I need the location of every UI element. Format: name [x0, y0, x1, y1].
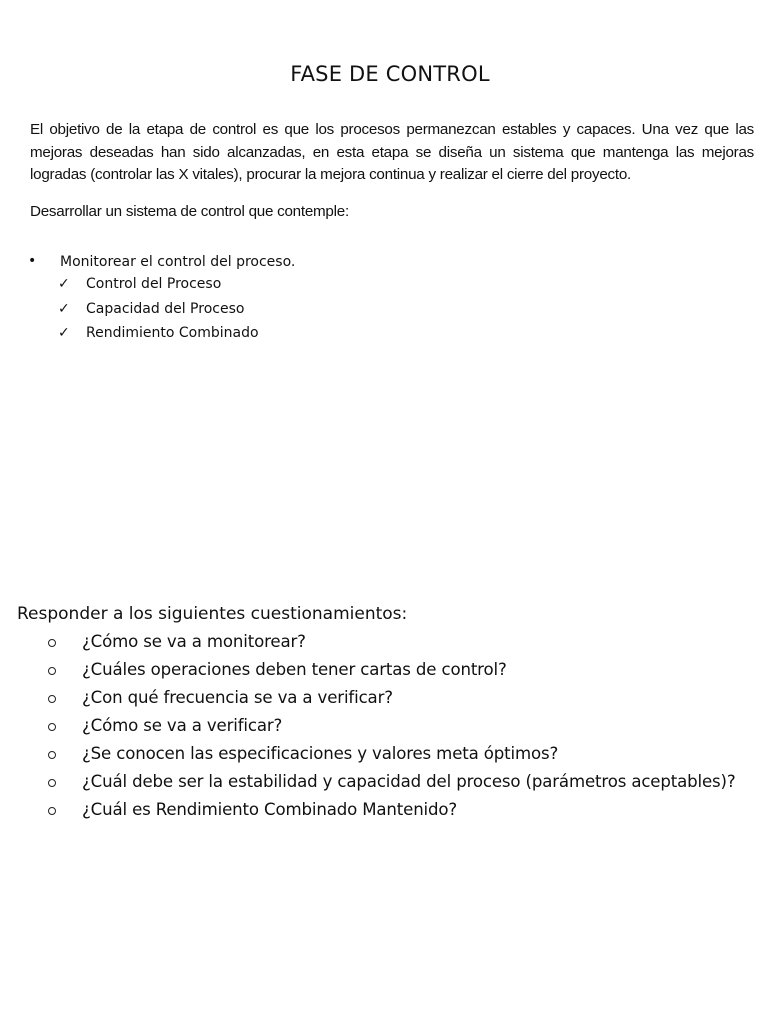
- checkmark-icon: ✓: [58, 325, 70, 341]
- circle-bullet-icon: [48, 779, 56, 787]
- bullet-text: Monitorear el control del proceso.: [60, 254, 296, 270]
- circle-bullet-icon: [48, 639, 56, 647]
- circle-bullet-icon: [48, 807, 56, 815]
- check-item-label: Rendimiento Combinado: [86, 325, 259, 341]
- bullet-icon: •: [28, 253, 37, 269]
- checkmark-icon: ✓: [58, 300, 70, 317]
- question-text: ¿Cuál debe ser la estabilidad y capacidad del proceso (parámetros aceptables)?: [82, 772, 736, 791]
- question-text: ¿Cuáles operaciones deben tener cartas de control?: [82, 660, 507, 679]
- question-text: ¿Cómo se va a monitorear?: [82, 632, 306, 651]
- questions-heading: Responder a los siguientes cuestionamientos:: [17, 604, 408, 624]
- circle-bullet-icon: [48, 667, 56, 675]
- page-title: FASE DE CONTROL: [290, 62, 490, 86]
- question-text: ¿Cuál es Rendimiento Combinado Mantenido?: [82, 800, 458, 819]
- check-item-label: Control del Proceso: [86, 276, 222, 292]
- check-item-label: Capacidad del Proceso: [86, 300, 245, 317]
- circle-bullet-icon: [48, 723, 56, 731]
- question-text: ¿Con qué frecuencia se va a verificar?: [82, 688, 393, 707]
- develop-statement: Desarrollar un sistema de control que contemple:: [30, 203, 349, 220]
- question-text: ¿Se conocen las especificaciones y valores meta óptimos?: [82, 744, 559, 763]
- intro-paragraph: El objetivo de la etapa de control es que los procesos permanezcan estables y capaces. Una vez que las mejoras deseadas han sido alcanzadas, en esta etapa se diseña un sistema que mantenga las mejoras logradas (controlar las X vitales), procurar la mejora continua y realizar el cierre del proyecto.: [30, 121, 754, 183]
- checkmark-icon: ✓: [58, 276, 70, 292]
- question-text: ¿Cómo se va a verificar?: [82, 716, 283, 735]
- circle-bullet-icon: [48, 751, 56, 759]
- circle-bullet-icon: [48, 695, 56, 703]
